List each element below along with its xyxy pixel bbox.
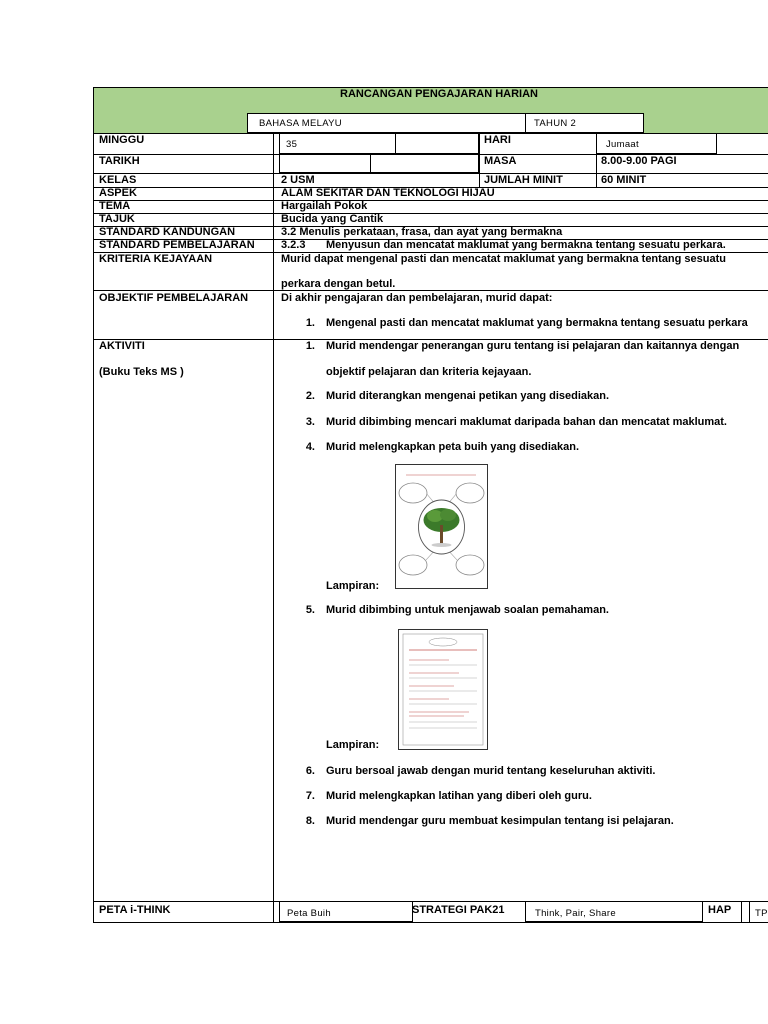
activity-number: 8. [305, 815, 315, 827]
activity-number: 5. [305, 604, 315, 616]
objektif-item: Mengenal pasti dan mencatat maklumat yang bermakna tentang sesuatu perkara [326, 317, 748, 329]
aspek-label: ASPEK [99, 187, 137, 199]
standard-pembelajaran-value: Menyusun dan mencatat maklumat yang bermakna tentang sesuatu perkara. [326, 239, 726, 251]
row-line [93, 200, 768, 201]
activity-text: Murid dibimbing mencari maklumat daripada bahan dan mencatat maklumat. [326, 416, 727, 428]
aspek-value: ALAM SEKITAR DAN TEKNOLOGI HIJAU [281, 187, 495, 199]
tree-bubble-map-image [396, 465, 487, 588]
objektif-label: OBJEKTIF PEMBELAJARAN [99, 292, 249, 304]
masa-value: 8.00-9.00 PAGI [601, 155, 677, 167]
tarikh-value-box [279, 154, 371, 173]
worksheet-image [399, 630, 487, 749]
aktiviti-label: AKTIVITI [99, 340, 145, 352]
hari-label: HARI [484, 134, 511, 146]
activity-text: Murid melengkapkan latihan yang diberi oleh guru. [326, 790, 592, 802]
year-value: TAHUN 2 [534, 118, 577, 129]
kelas-value: 2 USM [281, 174, 315, 186]
strategi-label: STRATEGI PAK21 [412, 904, 505, 916]
kriteria-line2: perkara dengan betul. [281, 278, 396, 290]
standard-kandungan-label: STANDARD KANDUNGAN [99, 226, 236, 238]
bubble-map-thumbnail [395, 464, 488, 589]
jumlah-minit-label: JUMLAH MINIT [484, 174, 563, 186]
peta-label: PETA i-THINK [99, 904, 171, 916]
activity-text: Murid mendengar guru membuat kesimpulan tentang isi pelajaran. [326, 815, 674, 827]
peta-value: Peta Buih [287, 908, 331, 919]
tarikh-label: TARIKH [99, 155, 140, 167]
lampiran-label: Lampiran: [326, 580, 380, 592]
page-title: RANCANGAN PENGAJARAN HARIAN [340, 88, 539, 100]
activity-number: 1. [305, 340, 315, 352]
minggu-value: 35 [286, 139, 298, 150]
tema-value: Hargailah Pokok [281, 200, 368, 212]
kriteria-line1: Murid dapat mengenal pasti dan mencatat maklumat yang bermakna tentang sesuatu [281, 253, 727, 265]
standard-pembelajaran-code: 3.2.3 [281, 239, 306, 251]
jumlah-minit-value: 60 MINIT [601, 174, 647, 186]
objektif-intro: Di akhir pengajaran dan pembelajaran, murid dapat: [281, 292, 553, 304]
activity-number: 2. [305, 390, 315, 402]
standard-kandungan-value: 3.2 Menulis perkataan, frasa, dan ayat yang bermakna [281, 226, 563, 238]
hari-value: Jumaat [606, 139, 639, 150]
activity-text: Guru bersoal jawab dengan murid tentang keseluruhan aktiviti. [326, 765, 656, 777]
row-line [93, 173, 768, 174]
kelas-label: KELAS [99, 174, 137, 186]
masa-label: MASA [484, 155, 517, 167]
activity-number: 7. [305, 790, 315, 802]
activity-text-continued: objektif pelajaran dan kriteria kejayaan. [326, 366, 532, 378]
hap-label: HAP [708, 904, 732, 916]
activity-number: 4. [305, 441, 315, 453]
row-line [93, 290, 768, 291]
column-divider [749, 901, 750, 923]
activity-text: Murid diterangkan mengenai petikan yang disediakan. [326, 390, 610, 402]
strategi-value: Think, Pair, Share [535, 908, 616, 919]
activity-number: 3. [305, 416, 315, 428]
standard-pembelajaran-label: STANDARD PEMBELAJARAN [99, 239, 255, 251]
objektif-item-number: 1. [305, 317, 315, 329]
tp-label: TP [755, 908, 768, 919]
table-border-bottom [93, 922, 768, 923]
activity-number: 6. [305, 765, 315, 777]
lampiran-label: Lampiran: [326, 739, 380, 751]
column-divider [741, 901, 742, 923]
column-divider [479, 133, 480, 187]
activity-text: Murid dibimbing untuk menjawab soalan pemahaman. [326, 604, 609, 616]
tarikh-extra-box [370, 154, 479, 173]
tema-label: TEMA [99, 200, 131, 212]
tajuk-label: TAJUK [99, 213, 135, 225]
aktiviti-sublabel: (Buku Teks MS ) [99, 366, 184, 378]
worksheet-thumbnail [398, 629, 488, 750]
subject-value: BAHASA MELAYU [259, 118, 342, 129]
minggu-extra-box [395, 133, 479, 154]
activity-text: Murid mendengar penerangan guru tentang isi pelajaran dan kaitannya dengan [326, 340, 740, 352]
column-divider [273, 133, 274, 923]
minggu-label: MINGGU [99, 134, 145, 146]
tajuk-value: Bucida yang Cantik [281, 213, 384, 225]
row-line [93, 213, 768, 214]
activity-text: Murid melengkapkan peta buih yang disediakan. [326, 441, 580, 453]
kriteria-label: KRITERIA KEJAYAAN [99, 253, 213, 265]
